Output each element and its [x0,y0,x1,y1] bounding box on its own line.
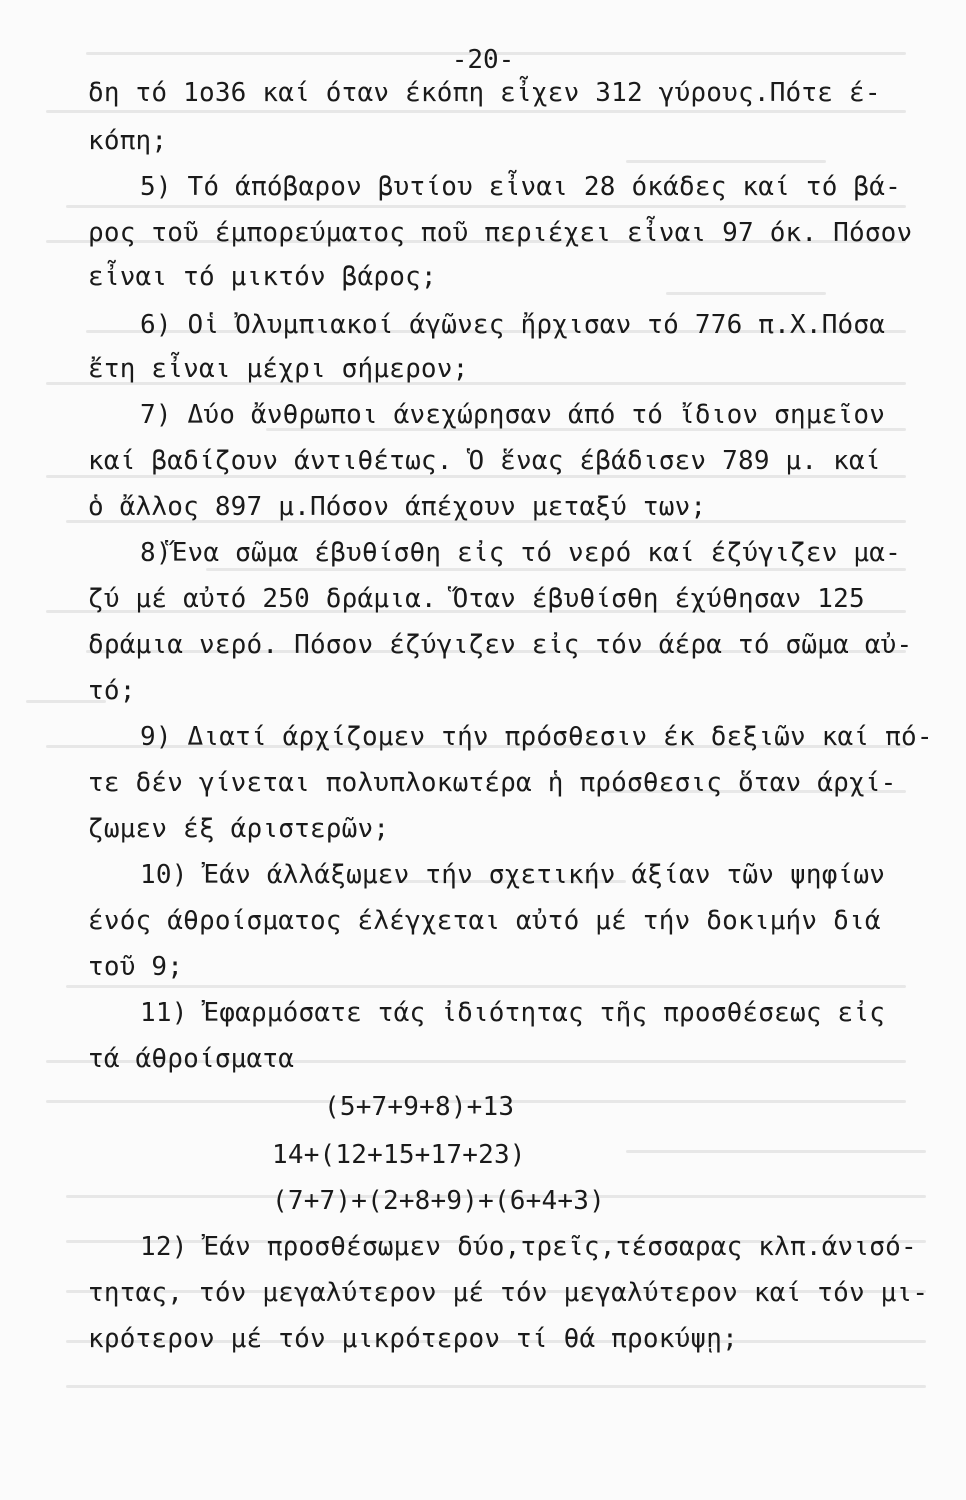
text-line-02: κόπη; [88,126,168,156]
expression-2: 14+(12+15+17+23) [272,1140,526,1170]
question-7-line-2: καί βαδίζουν άντιθέτως. Ὁ ἕνας έβάδισεν 789 μ. καί [88,446,881,476]
page-number: -20- [451,45,515,75]
question-5-line-2: ρος τοῦ έμπορεύματος ποῦ περιέχει εἶναι 97 όκ. Πόσον [88,218,913,248]
expression-1: (5+7+9+8)+13 [324,1092,515,1122]
question-5-line-3: εἶναι τό μικτόν βάρος; [88,262,437,292]
question-10-line-1: 10) Ἐάν άλλάξωμεν τήν σχετικήν άξίαν τῶν ψηφίων [140,860,886,890]
question-7-line-1: 7) Δύο ἄνθρωποι άνεχώρησαν άπό τό ἴδιον σημεῖον [140,400,886,430]
question-12-line-2: τητας, τόν μεγαλύτερον μέ τόν μεγαλύτερον καί τόν μι- [88,1278,929,1308]
question-9-line-3: ζωμεν έξ άριστερῶν; [88,814,390,844]
question-11-line-2: τά άθροίσματα [88,1044,295,1074]
question-9-line-1: 9) Διατί άρχίζομεν τήν πρόσθεσιν έκ δεξιῶν καί πό- [140,722,933,752]
question-8-line-1: 8)Ἕνα σῶμα έβυθίσθη εἰς τό νερό καί έζύγιζεν μα- [140,538,901,568]
question-12-line-3: κρότερον μέ τόν μικρότερον τί θά προκύψῃ; [88,1324,738,1354]
question-5-line-1: 5) Τό άπόβαρον βυτίου εἶναι 28 όκάδες καί τό βά- [140,172,901,202]
text-line-01: δη τό 1ο36 καί όταν έκόπη εἶχεν 312 γύρους.Πότε έ- [88,78,881,108]
question-6-line-2: ἔτη εἶναι μέχρι σήμερον; [88,354,469,384]
question-11-line-1: 11) Ἐφαρμόσατε τάς ἰδιότητας τῆς προσθέσεως εἰς [140,998,886,1028]
expression-3: (7+7)+(2+8+9)+(6+4+3) [272,1186,605,1216]
question-10-line-2: ένός άθροίσματος έλέγχεται αὐτό μέ τήν δοκιμήν διά [88,906,881,936]
question-6-line-1: 6) Οἱ Ὀλυμπιακοί άγῶνες ἤρχισαν τό 776 π.Χ.Πόσα [140,310,886,340]
question-8-line-4: τό; [88,676,136,706]
question-12-line-1: 12) Ἐάν προσθέσωμεν δύο,τρεῖς,τέσσαρας κλπ.άνισό- [140,1232,917,1262]
question-8-line-2: ζύ μέ αὐτό 250 δράμια. Ὅταν έβυθίσθη έχύθησαν 125 [88,584,865,614]
question-10-line-3: τοῦ 9; [88,952,184,982]
question-9-line-2: τε δέν γίνεται πολυπλοκωτέρα ἡ πρόσθεσις ὅταν άρχί- [88,768,897,798]
question-8-line-3: δράμια νερό. Πόσον έζύγιζεν εἰς τόν άέρα τό σῶμα αὐ- [88,630,913,660]
question-7-line-3: ὁ ἄλλος 897 μ.Πόσον άπέχουν μεταξύ των; [88,492,707,522]
